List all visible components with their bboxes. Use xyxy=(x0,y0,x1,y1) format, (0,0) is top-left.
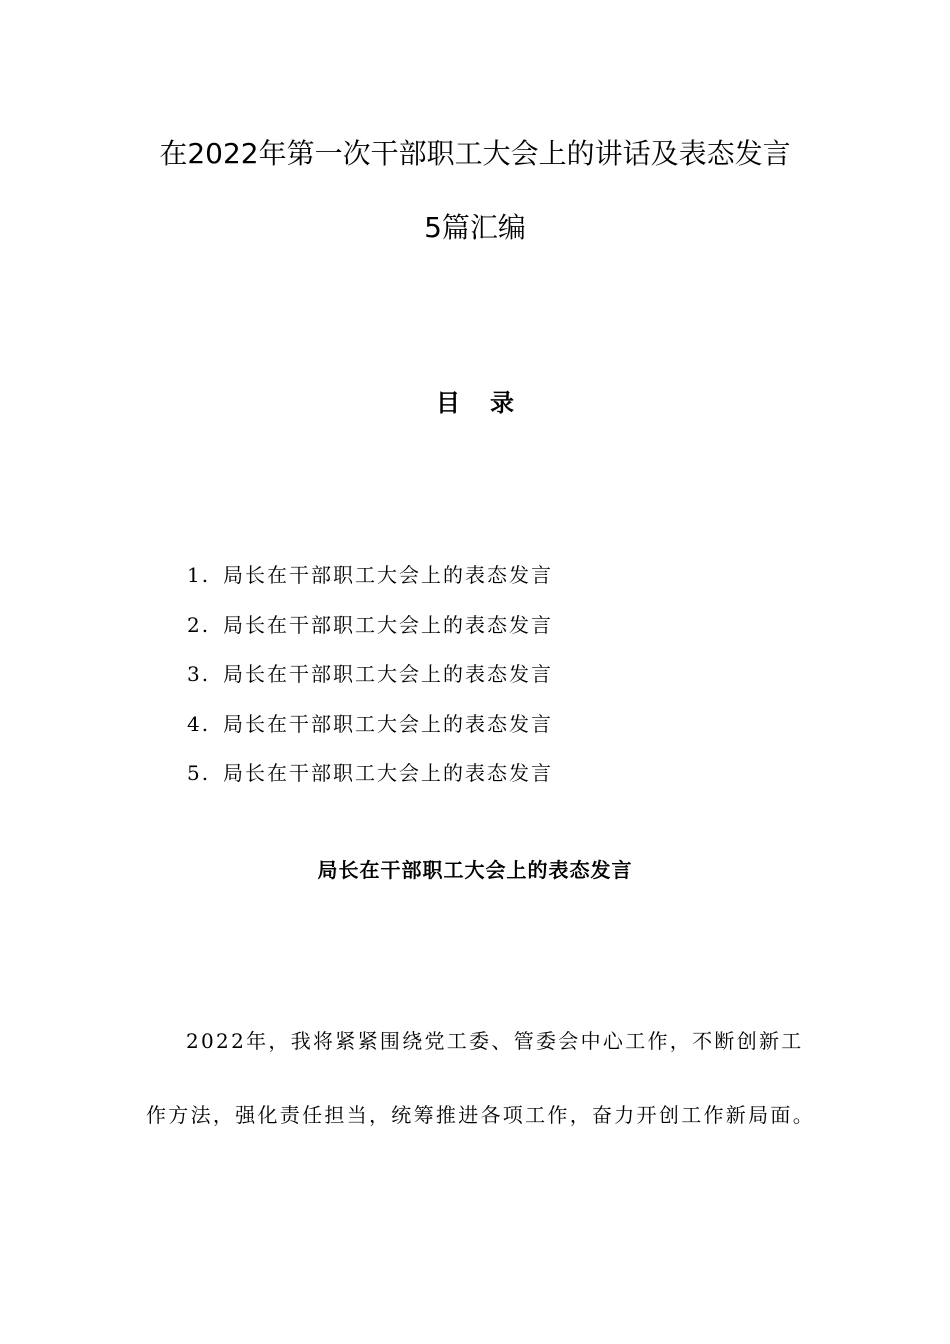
toc-item[interactable] xyxy=(187,709,553,759)
paragraph-line-2: 作方法，强化责任担当，统筹推进各项工作，奋力开创工作新局面。 xyxy=(146,1103,815,1127)
toc-item[interactable] xyxy=(187,560,553,610)
toc-list xyxy=(187,560,553,808)
toc-item-number: 1. xyxy=(187,563,211,587)
toc-item[interactable] xyxy=(187,610,553,660)
toc-item-label: 局长在干部职工大会上的表态发言 xyxy=(223,662,553,686)
toc-item-number: 3. xyxy=(187,662,211,686)
toc-item-label: 局长在干部职工大会上的表态发言 xyxy=(223,612,553,637)
toc-item-label: 局长在干部职工大会上的表态发言 xyxy=(223,761,553,785)
paragraph-line-1: 2022年，我将紧紧围绕党工委、管委会中心工作，不断创新工 xyxy=(186,1029,804,1053)
toc-item-number: 2. xyxy=(187,612,211,637)
toc-item-label: 局长在干部职工大会上的表态发言 xyxy=(223,563,553,587)
toc-item-number: 5. xyxy=(187,761,211,785)
document-title-line-1: 在2022年第一次干部职工大会上的讲话及表态发言 xyxy=(159,137,791,170)
section-heading: 局长在干部职工大会上的表态发言 xyxy=(317,858,633,882)
toc-item[interactable] xyxy=(187,659,553,709)
document-title-line-2: 5篇汇编 xyxy=(424,211,526,244)
toc-item[interactable] xyxy=(187,758,553,808)
toc-item-number: 4. xyxy=(187,711,211,736)
toc-heading: 目录 xyxy=(436,389,544,417)
toc-item-label: 局长在干部职工大会上的表态发言 xyxy=(223,711,553,736)
